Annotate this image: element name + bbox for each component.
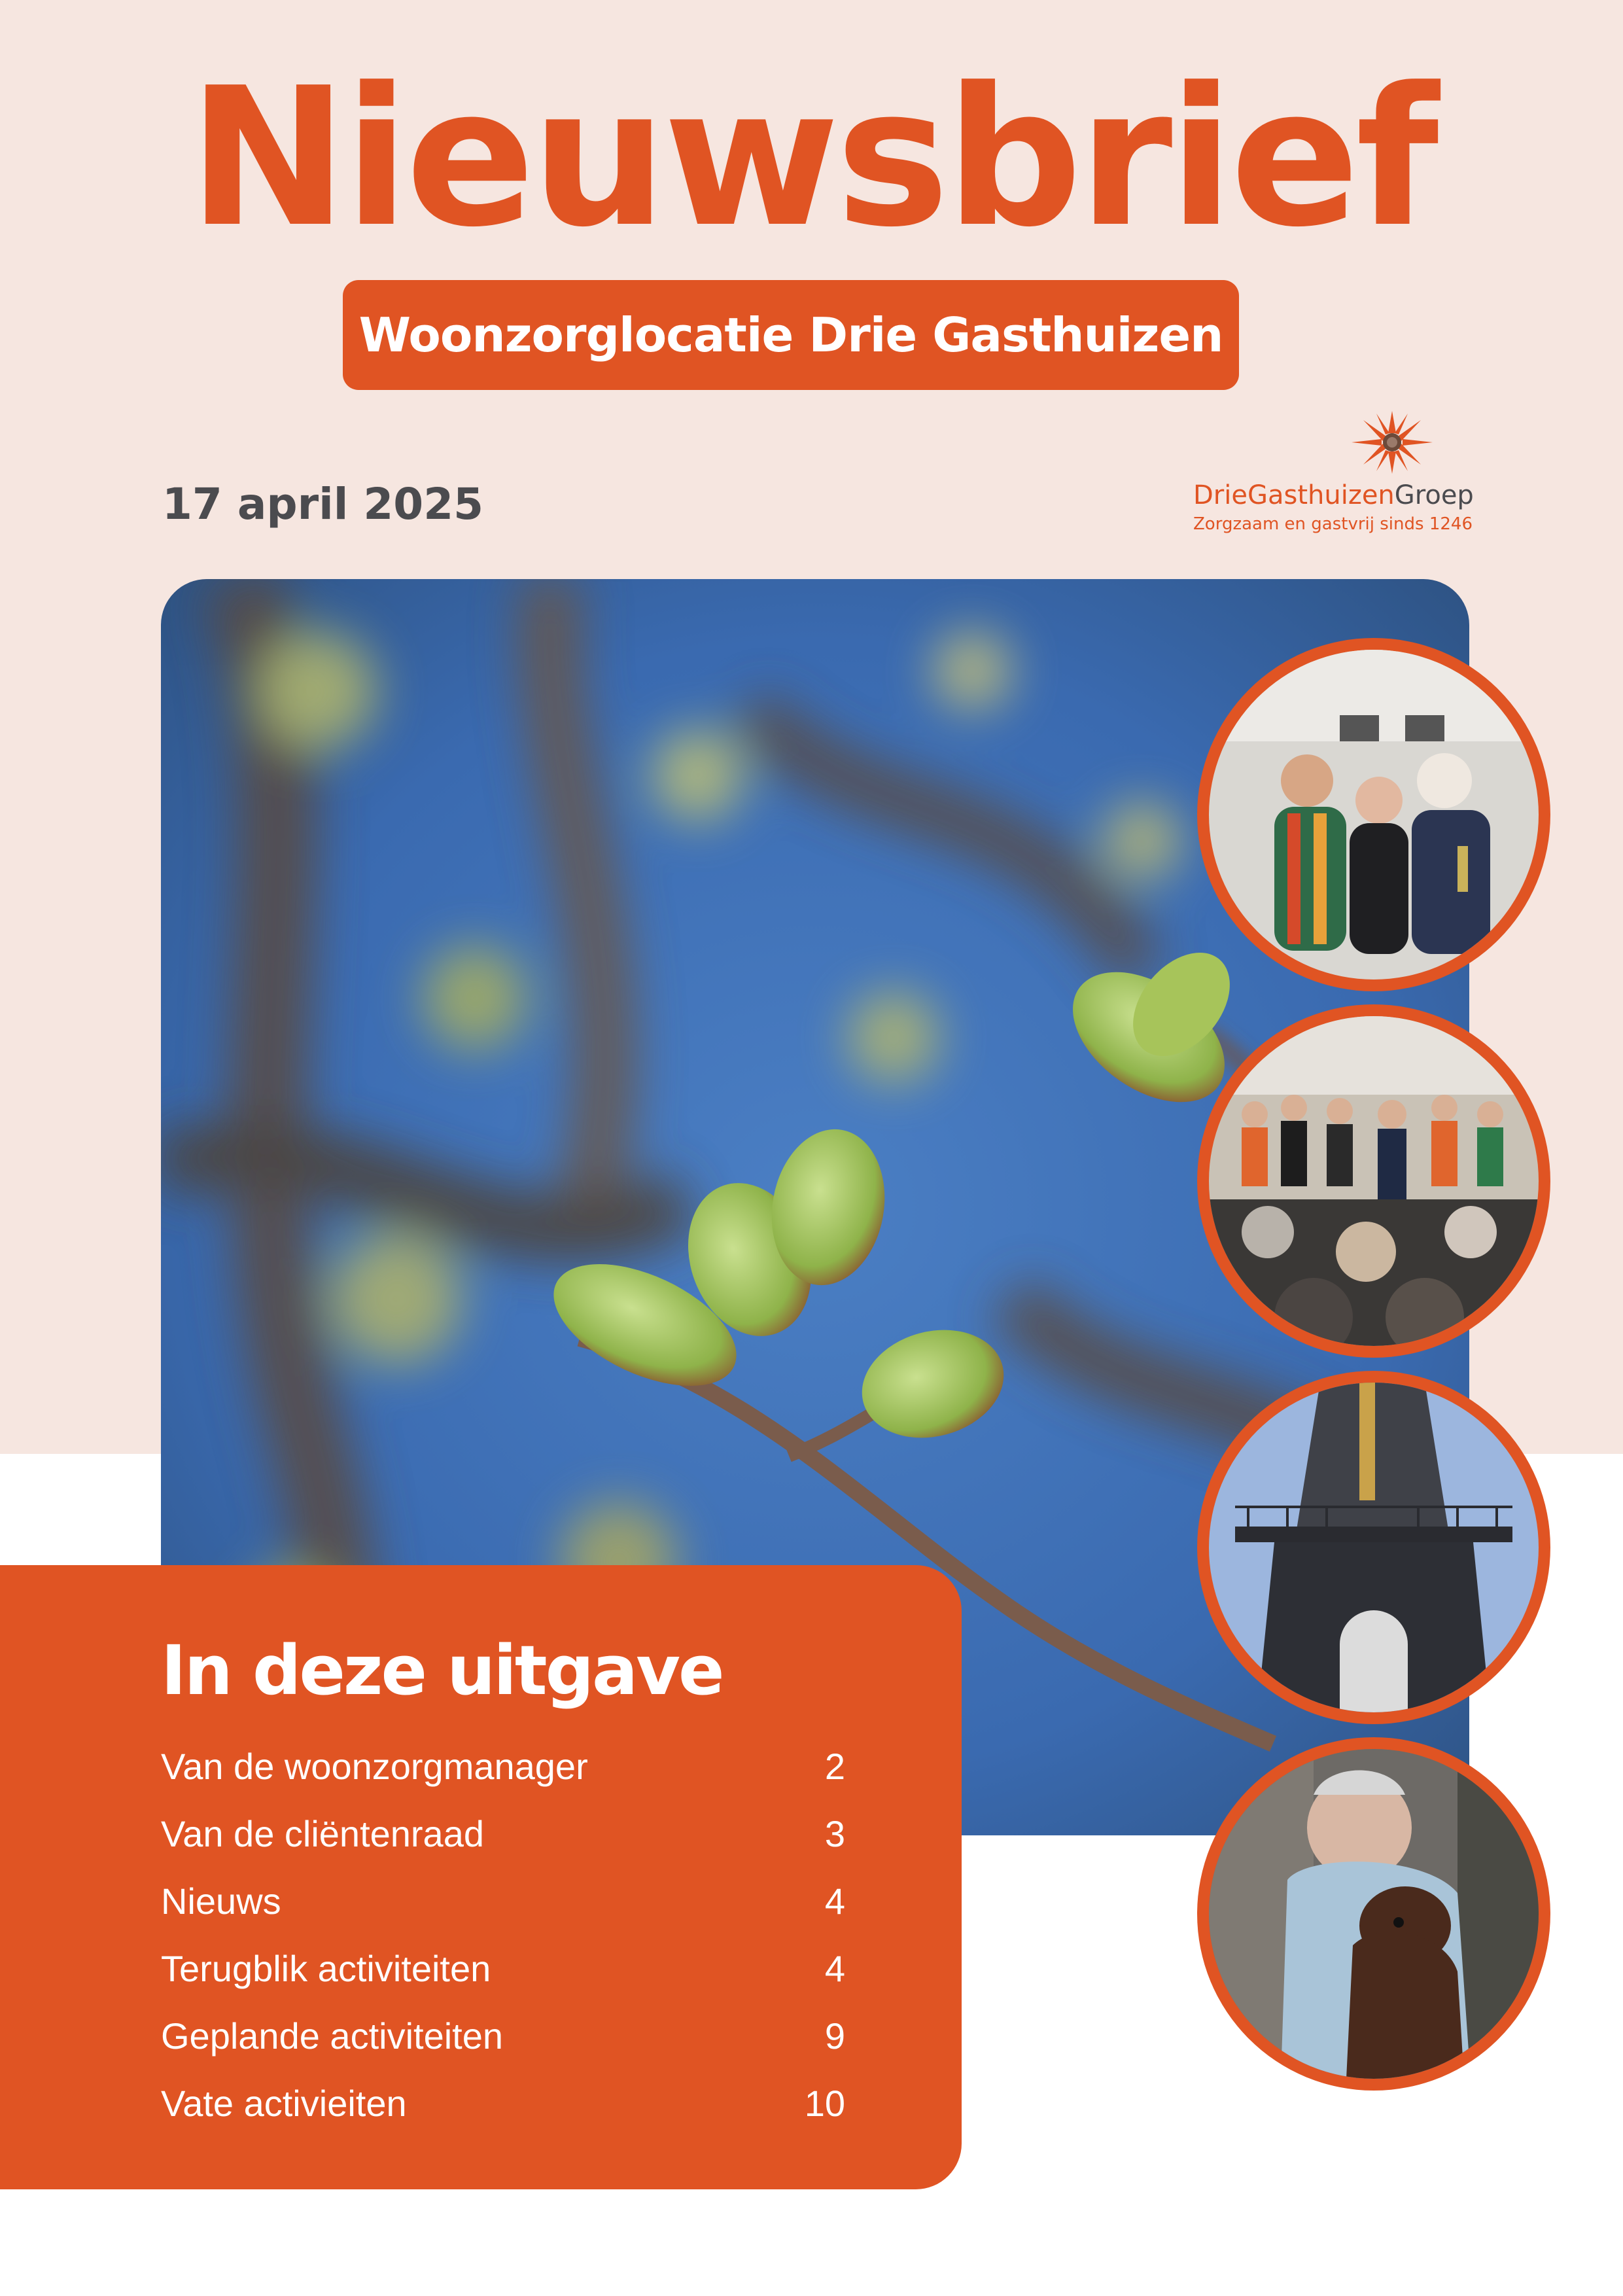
photo-circle-dog (1197, 1737, 1550, 2091)
newsletter-title: Nieuwsbrief (188, 46, 1435, 269)
toc-item-page: 3 (824, 1813, 845, 1854)
toc-heading: In deze uitgave (161, 1631, 723, 1710)
photo-circle-windmill (1197, 1371, 1550, 1724)
toc-item[interactable] (161, 1747, 845, 1814)
photo-circle-performers (1197, 638, 1550, 991)
toc-item-label: Terugblik activiteiten (161, 1948, 491, 1989)
toc-item[interactable] (161, 1882, 845, 1949)
issue-date: 17 april 2025 (162, 479, 484, 529)
toc-item[interactable] (161, 1814, 845, 1882)
organization-logo (1181, 410, 1474, 540)
toc-item-label: Geplande activiteiten (161, 2015, 504, 2057)
toc-item-label: Vate activieiten (161, 2083, 407, 2124)
location-subtitle: Woonzorglocatie Drie Gasthuizen (343, 280, 1239, 390)
toc-item-label: Van de woonzorgmanager (161, 1746, 588, 1787)
toc-list (161, 1747, 845, 2151)
photo-circle-choir (1197, 1004, 1550, 1358)
logo-tagline: Zorgzaam en gastvrij sinds 1246 (1193, 514, 1473, 534)
toc-item-page: 4 (824, 1881, 845, 1922)
table-of-contents (0, 1565, 962, 2189)
toc-item-label: Van de cliëntenraad (161, 1813, 484, 1854)
toc-item[interactable] (161, 2084, 845, 2151)
toc-item-page: 2 (824, 1746, 845, 1787)
toc-item[interactable] (161, 2017, 845, 2084)
logo-name-part1: DrieGasthuizen (1193, 480, 1395, 510)
toc-item-page: 4 (824, 1948, 845, 1989)
logo-wordmark (1193, 480, 1474, 510)
toc-item-page: 10 (804, 2083, 845, 2124)
sun-flower-icon (1346, 410, 1438, 475)
logo-name-part2: Groep (1394, 480, 1474, 510)
toc-item-page: 9 (824, 2015, 845, 2057)
toc-item[interactable] (161, 1949, 845, 2017)
toc-item-label: Nieuws (161, 1881, 281, 1922)
